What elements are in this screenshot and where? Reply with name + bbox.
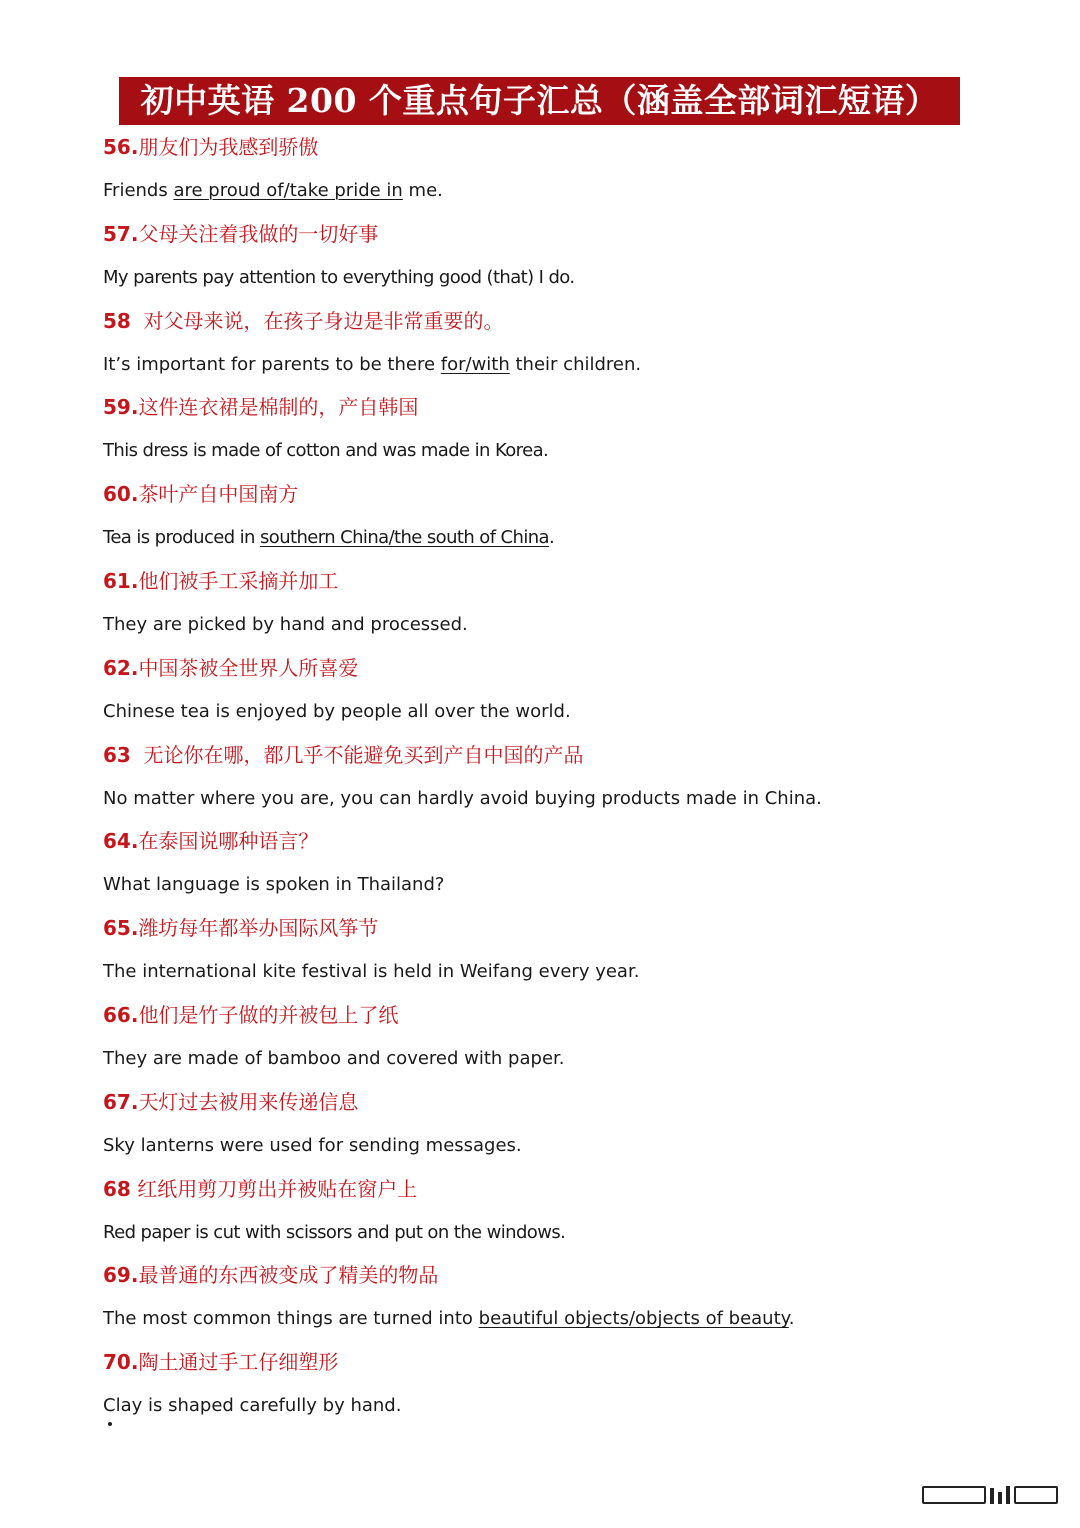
english-text: My parents pay attention to everything good (that) I do. — [103, 266, 575, 288]
sentence-list — [103, 126, 1003, 1428]
chinese-text: 他们被手工采摘并加工 — [138, 568, 339, 593]
english-text: They are made of bamboo and covered with paper. — [103, 1047, 565, 1069]
chinese-text: 最普通的东西被变成了精美的物品 — [138, 1263, 439, 1288]
sentence-number: 67. — [103, 1089, 139, 1114]
english-text: Red paper is cut with scissors and put on the windows. — [103, 1221, 566, 1243]
sentence-number: 68 — [103, 1176, 131, 1201]
english-text: their children. — [509, 353, 642, 375]
english-sentence — [103, 436, 548, 466]
chinese-sentence — [103, 1347, 338, 1377]
chinese-sentence — [103, 1174, 417, 1204]
sentence-number: 70. — [103, 1350, 139, 1375]
english-sentence — [103, 263, 575, 293]
chinese-text: 朋友们为我感到骄傲 — [138, 135, 319, 159]
english-text: It’s important for parents to be there — [103, 353, 441, 375]
chinese-text: 红纸用剪刀剪出并被贴在窗户上 — [130, 1176, 418, 1201]
chinese-sentence — [103, 306, 504, 336]
english-sentence — [103, 957, 639, 987]
english-sentence — [103, 523, 554, 553]
english-sentence — [103, 784, 822, 814]
sentence-item — [103, 907, 1003, 994]
chinese-text: 茶叶产自中国南方 — [138, 482, 299, 507]
watermark-bar-icon — [998, 1492, 1002, 1504]
english-text: . — [788, 1308, 795, 1330]
chinese-sentence — [103, 132, 318, 162]
watermark-logo — [922, 1482, 1058, 1504]
sentence-item — [103, 213, 1003, 300]
chinese-text: 中国茶被全世界人所喜爱 — [138, 655, 359, 680]
english-sentence — [103, 870, 444, 900]
english-text: Tea is produced in — [103, 527, 260, 549]
sentence-item — [103, 560, 1003, 647]
sentence-item — [103, 126, 1003, 213]
english-text: The most common things are turned into — [103, 1308, 479, 1330]
sentence-number: 60. — [103, 482, 139, 507]
sentence-number: 64. — [103, 829, 139, 854]
chinese-sentence — [103, 1260, 438, 1290]
sentence-number: 59. — [103, 395, 139, 420]
english-sentence — [103, 350, 641, 380]
chinese-text: 潍坊每年都举办国际风筝节 — [138, 916, 379, 941]
sentence-number: 56. — [103, 135, 139, 159]
english-text: The international kite festival is held in Weifang every year. — [103, 961, 640, 983]
sentence-number: 61. — [103, 568, 139, 593]
english-text: Sky lanterns were used for sending messages. — [103, 1134, 522, 1156]
english-text: This dress is made of cotton and was made in Korea. — [103, 440, 549, 462]
underlined-phrase: southern China/the south of China — [260, 527, 549, 549]
chinese-text: 在泰国说哪种语言？ — [138, 829, 319, 854]
page-title: 初中英语 200 个重点句子汇总（涵盖全部词汇短语） — [119, 77, 960, 125]
underlined-phrase: beautiful objects/objects of beauty — [478, 1308, 789, 1330]
watermark-bar-icon — [990, 1488, 994, 1504]
chinese-text: 这件连衣裙是棉制的，产自韩国 — [138, 395, 419, 420]
watermark-bar-icon — [1006, 1486, 1010, 1504]
chinese-text: 天灯过去被用来传递信息 — [138, 1089, 359, 1114]
sentence-item — [103, 994, 1003, 1081]
sentence-number: 66. — [103, 1002, 139, 1027]
sentence-item — [103, 473, 1003, 560]
watermark-box-icon — [1014, 1486, 1058, 1504]
sentence-item — [103, 647, 1003, 734]
sentence-number: 62. — [103, 655, 139, 680]
english-text: Clay is shaped carefully by hand. — [103, 1395, 402, 1417]
english-sentence — [103, 1218, 565, 1248]
english-text: . — [548, 527, 555, 549]
english-sentence — [103, 1131, 522, 1161]
english-sentence — [103, 1304, 794, 1334]
sentence-item — [103, 1081, 1003, 1168]
sentence-number: 63 — [103, 742, 131, 767]
chinese-sentence — [103, 1000, 398, 1030]
bullet-dot — [108, 1422, 112, 1426]
chinese-sentence — [103, 913, 378, 943]
english-text: What language is spoken in Thailand? — [103, 874, 445, 896]
sentence-item — [103, 300, 1003, 387]
sentence-item — [103, 1341, 1003, 1428]
english-text: me. — [402, 180, 443, 201]
underlined-phrase: for/with — [440, 353, 510, 375]
english-sentence — [103, 1391, 401, 1421]
english-sentence — [103, 1044, 565, 1074]
english-sentence — [103, 610, 468, 640]
sentence-item — [103, 734, 1003, 821]
english-text: Friends — [103, 180, 174, 201]
chinese-text: 对父母来说，在孩子身边是非常重要的。 — [130, 308, 504, 333]
chinese-sentence — [103, 653, 358, 683]
sentence-number: 65. — [103, 916, 139, 941]
chinese-text: 他们是竹子做的并被包上了纸 — [138, 1002, 399, 1027]
chinese-sentence — [103, 219, 378, 249]
sentence-number: 57. — [103, 221, 139, 246]
chinese-sentence — [103, 479, 298, 509]
english-sentence — [103, 176, 443, 206]
chinese-sentence — [103, 392, 418, 422]
english-text: No matter where you are, you can hardly avoid buying products made in China. — [103, 787, 822, 809]
sentence-item — [103, 820, 1003, 907]
watermark-box-icon — [922, 1486, 986, 1504]
chinese-text: 无论你在哪，都几乎不能避免买到产自中国的产品 — [130, 742, 584, 767]
underlined-phrase: are proud of/take pride in — [173, 180, 403, 201]
chinese-sentence — [103, 740, 584, 770]
sentence-number: 58 — [103, 308, 131, 333]
sentence-item — [103, 1254, 1003, 1341]
sentence-number: 69. — [103, 1263, 139, 1288]
chinese-text: 父母关注着我做的一切好事 — [138, 221, 379, 246]
english-text: They are picked by hand and processed. — [103, 613, 468, 635]
chinese-sentence — [103, 566, 338, 596]
chinese-sentence — [103, 1087, 358, 1117]
sentence-item — [103, 1168, 1003, 1255]
sentence-item — [103, 386, 1003, 473]
english-text: Chinese tea is enjoyed by people all over the world. — [103, 700, 571, 722]
english-sentence — [103, 697, 571, 727]
chinese-text: 陶土通过手工仔细塑形 — [138, 1350, 339, 1375]
chinese-sentence — [103, 826, 318, 856]
